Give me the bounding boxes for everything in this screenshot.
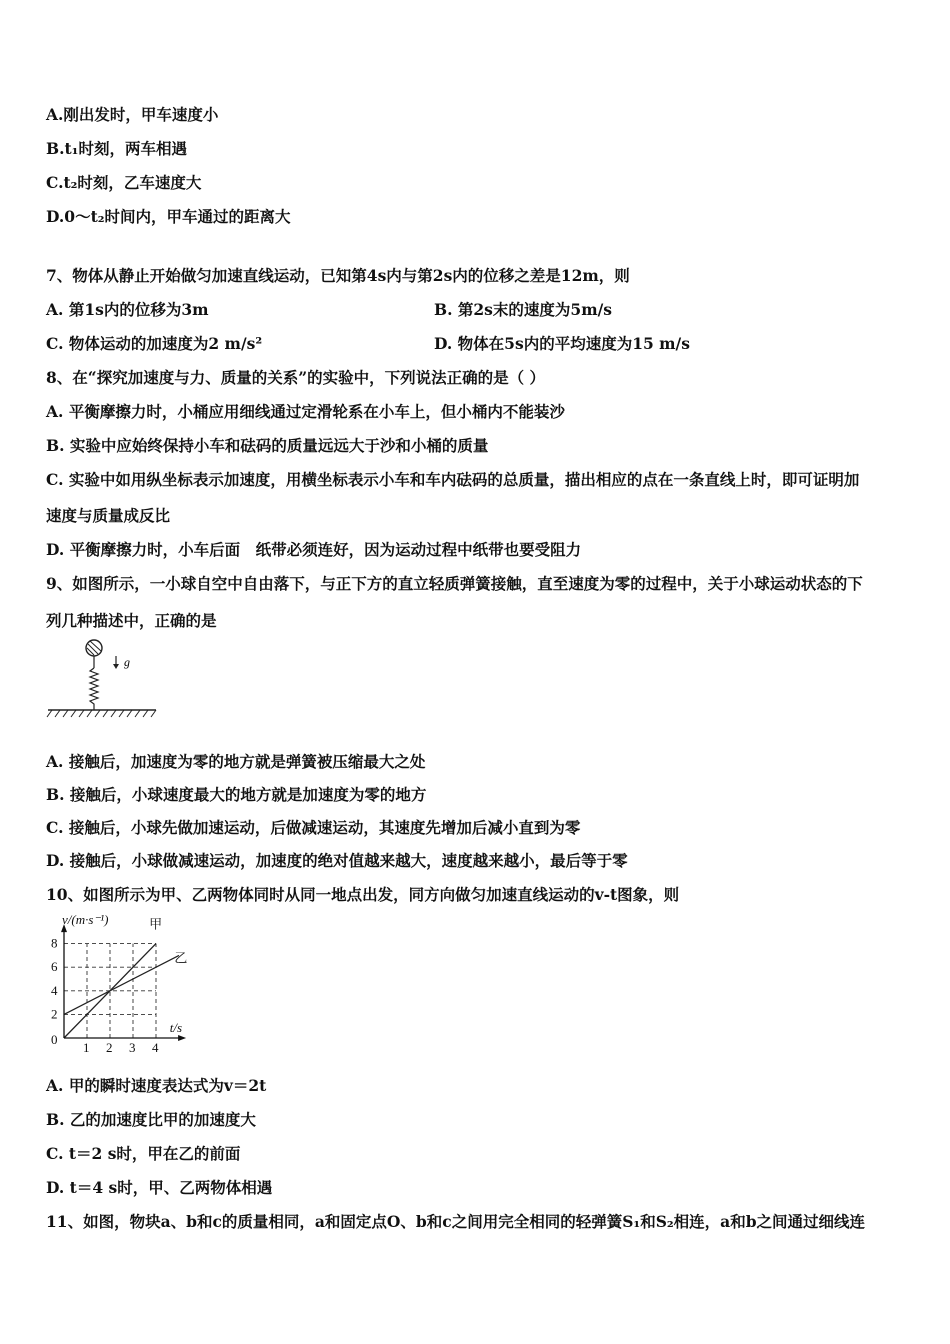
q7-stem: 7、物体从静止开始做匀加速直线运动，已知第4s内与第2s内的位移之差是12m，则 bbox=[46, 266, 630, 285]
q7-option-b: B. 第2s末的速度为5m/s bbox=[434, 300, 612, 319]
y-tick-label: 8 bbox=[51, 935, 58, 951]
series-label-yi: 乙 bbox=[174, 950, 188, 966]
ground-hatch bbox=[47, 710, 156, 717]
x-tick-label: 3 bbox=[129, 1040, 136, 1055]
q8-option-a: A. 平衡摩擦力时，小桶应用细线通过定滑轮系在小车上，但小桶内不能装沙 bbox=[46, 402, 565, 421]
q8-option-d: D. 平衡摩擦力时，小车后面 纸带必须连好，因为运动过程中纸带也要受阻力 bbox=[46, 540, 582, 559]
q10-option-a: A. 甲的瞬时速度表达式为v＝2t bbox=[46, 1076, 267, 1095]
q9-option-a: A. 接触后，加速度为零的地方就是弹簧被压缩最大之处 bbox=[46, 752, 426, 771]
x-axis-label: t/s bbox=[169, 1020, 183, 1035]
q9-stem-line1: 9、如图所示，一小球自空中自由落下，与正下方的直立轻质弹簧接触，直至速度为零的过程中，关于小球运动状态的下 bbox=[46, 574, 863, 593]
y-tick-label: 6 bbox=[51, 959, 58, 975]
q9-option-b: B. 接触后，小球速度最大的地方就是加速度为零的地方 bbox=[46, 785, 427, 804]
x-tick-label: 1 bbox=[83, 1040, 90, 1055]
chart-axes bbox=[61, 924, 186, 1041]
y-tick-label: 2 bbox=[51, 1006, 58, 1022]
x-tick-label: 4 bbox=[152, 1040, 159, 1055]
chart-labels bbox=[62, 912, 187, 1035]
gravity-label: g bbox=[124, 655, 130, 669]
ball-spring-figure bbox=[44, 636, 164, 722]
q8-option-c: C. 实验中如用纵坐标表示加速度，用横坐标表示小车和车内砝码的总质量，描出相应的点在一条直线上时，即可证明加 bbox=[46, 470, 860, 489]
series-label-jia: 甲 bbox=[149, 916, 163, 932]
origin-label: 0 bbox=[51, 1032, 58, 1047]
q8-option-b: B. 实验中应始终保持小车和砝码的质量远远大于沙和小桶的质量 bbox=[46, 436, 489, 455]
x-axis-arrow-icon bbox=[178, 1035, 186, 1041]
y-axis-label: v/(m·s⁻¹) bbox=[62, 912, 109, 927]
spring-shape bbox=[90, 668, 98, 710]
q10-option-b: B. 乙的加速度比甲的加速度大 bbox=[46, 1110, 256, 1129]
q8-option-c-cont: 速度与质量成反比 bbox=[46, 506, 171, 525]
q6-option-b: B.t₁时刻，两车相遇 bbox=[46, 139, 187, 158]
x-tick-label: 2 bbox=[106, 1040, 113, 1055]
q7-option-d: D. 物体在5s内的平均速度为15 m/s bbox=[434, 334, 690, 353]
q6-option-c: C.t₂时刻，乙车速度大 bbox=[46, 173, 202, 192]
y-tick-label: 4 bbox=[51, 982, 58, 998]
q7-option-a: A. 第1s内的位移为3m bbox=[46, 300, 209, 319]
q11-stem: 11、如图，物块a、b和c的质量相同，a和固定点O、b和c之间用完全相同的轻弹簧S₁和S₂相连，a和b之间通过细线连 bbox=[46, 1212, 866, 1231]
q9-stem-line2: 列几种描述中，正确的是 bbox=[46, 611, 217, 630]
q8-stem: 8、在“探究加速度与力、质量的关系”的实验中，下列说法正确的是（ ） bbox=[46, 368, 546, 387]
q6-option-a: A.刚出发时，甲车速度小 bbox=[46, 105, 219, 124]
q10-option-c: C. t＝2 s时，甲在乙的前面 bbox=[46, 1144, 241, 1163]
q6-option-d: D.0～t₂时间内，甲车通过的距离大 bbox=[46, 207, 291, 226]
q10-option-d: D. t＝4 s时，甲、乙两物体相遇 bbox=[46, 1178, 273, 1197]
q10-stem: 10、如图所示为甲、乙两物体同时从同一地点出发，同方向做匀加速直线运动的v-t图象，则 bbox=[46, 885, 680, 904]
ball-shape bbox=[86, 640, 102, 656]
q7-option-c: C. 物体运动的加速度为2 m/s² bbox=[46, 334, 263, 353]
q9-option-d: D. 接触后，小球做减速运动，加速度的绝对值越来越大，速度越来越小，最后等于零 bbox=[46, 851, 628, 870]
q9-option-c: C. 接触后，小球先做加速运动，后做减速运动，其速度先增加后减小直到为零 bbox=[46, 818, 581, 837]
vt-graph bbox=[44, 910, 214, 1058]
series-line-yi bbox=[64, 955, 179, 1014]
